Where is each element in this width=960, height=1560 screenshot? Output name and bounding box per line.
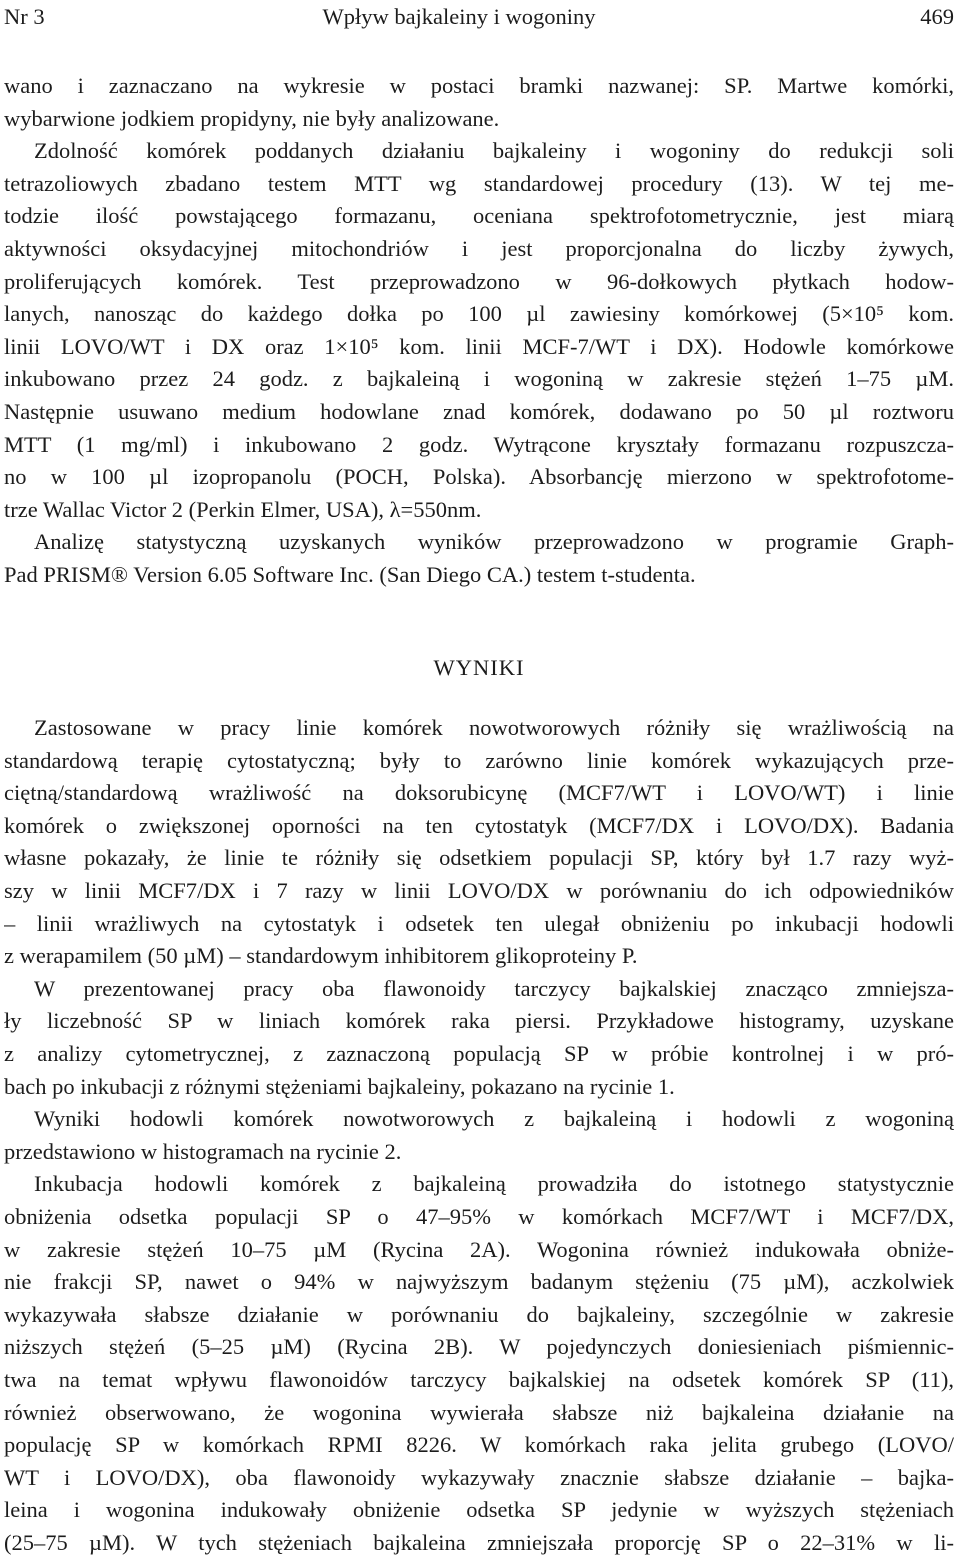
running-header [4,0,954,32]
text-line: Inkubacja hodowli komórek z bajkaleiną prowadziła do istotnego statystycznie [34,1171,954,1197]
text-line: Następnie usuwano medium hodowlane znad komórek, dodawano po 50 µl roztworu [4,398,954,424]
text-line: szy w linii MCF7/DX i 7 razy w linii LOVO/DX w porównaniu do ich odpowiedników [4,878,954,904]
methods-section [4,70,954,592]
text-line: obniżenia odsetka populacji SP o 47–95% w komórkach MCF7/WT i MCF7/DX, [4,1204,954,1229]
text-line: wano i zaznaczano na wykresie w postaci bramki nazwanej: SP. Martwe komórki, [4,73,954,98]
text-line: Pad PRISM® Version 6.05 Software Inc. (San Diego CA.) testem t-studenta. [4,561,696,587]
text-line: bach po inkubacji z różnymi stężeniami bajkaleiny, pokazano na rycinie 1. [4,1073,675,1099]
text-line: linii LOVO/WT i DX oraz 1×10⁵ kom. linii MCF-7/WT i DX). Hodowle komórkowe [4,333,954,359]
text-line: no w 100 µl izopropanolu (POCH, Polska). Absorbancję mierzono w spektrofotome- [4,464,954,490]
text-line: Wyniki hodowli komórek nowotworowych z bajkaleiną i hodowli z wogoniną [34,1106,954,1132]
page-number: 469 [920,4,954,29]
text-line: Analizę statystyczną uzyskanych wyników przeprowadzono w programie Graph- [34,529,954,555]
text-line: ciętną/standardową wrażliwość na doksorubicynę (MCF7/WT i LOVO/WT) i linie [4,780,954,806]
running-title: Wpływ bajkaleiny i wogoniny [322,4,596,29]
text-line: komórek o zwiększonej oporności na ten cytostatyk (MCF7/DX i LOVO/DX). Badania [4,812,954,838]
text-line: W prezentowanej pracy oba flawonoidy tarczycy bajkalskiej znacząco zmniejsza- [34,975,954,1001]
text-line: również obserwowano, że wogonina wywierała słabsze niż bajkaleina działanie na [4,1399,954,1425]
text-line: MTT (1 mg/ml) i inkubowano 2 godz. Wytrącone kryształy formazanu rozpuszcza- [4,431,954,457]
text-line: lanych, nanosząc do każdego dołka po 100 µl zawiesiny komórkowej (5×10⁵ kom. [4,301,954,327]
text-line: standardową terapię cytostatyczną; były to zarówno linie komórek wykazujących prze- [4,747,954,773]
text-line: przedstawiono w histogramach na rycinie 2. [4,1138,402,1164]
text-line: wykazywała słabsze działanie w porównaniu do bajkaleiny, szczególnie w zakresie [4,1301,954,1327]
text-line: populację SP w komórkach RPMI 8226. W komórkach raka jelita grubego (LOVO/ [4,1432,954,1458]
journal-issue: Nr 3 [4,4,45,29]
text-line: aktywności oksydacyjnej mitochondriów i jest proporcjonalna do liczby żywych, [4,235,954,261]
text-line: proliferujących komórek. Test przeprowadzono w 96-dołkowych płytkach hodow- [4,268,954,294]
text-line: leina i wogonina indukowały obniżenie odsetka SP jedynie w wyższych stężeniach [4,1497,954,1523]
text-line: tetrazoliowych zbadano testem MTT wg standardowej procedury (13). W tej me- [4,170,954,196]
text-line: trze Wallac Victor 2 (Perkin Elmer, USA), λ=550nm. [4,496,482,522]
text-line: – linii wrażliwych na cytostatyk i odsetek ten ulegał obniżeniu po inkubacji hodowli [4,910,954,936]
text-line: Zastosowane w pracy linie komórek nowotworowych różniły się wrażliwością na [34,715,954,741]
text-line: ły liczebność SP w liniach komórek raka piersi. Przykładowe histogramy, uzyskane [4,1008,954,1034]
text-line: Zdolność komórek poddanych działaniu bajkaleiny i wogoniny do redukcji soli [34,138,954,164]
text-line: nie frakcji SP, nawet o 94% w najwyższym badanym stężeniu (75 µM), aczkolwiek [4,1269,954,1295]
text-line: wybarwione jodkiem propidyny, nie były analizowane. [4,105,500,131]
text-line: twa na temat wpływu flawonoidów tarczycy bajkalskiej na odsetek komórek SP (11), [4,1366,954,1392]
text-line: z analizy cytometrycznej, z zaznaczoną populacją SP w próbie kontrolnej i w pró- [4,1041,954,1067]
text-line: z werapamilem (50 µM) – standardowym inhibitorem glikoproteiny P. [4,943,638,969]
text-line: niższych stężeń (5–25 µM) (Rycina 2B). W pojedynczych doniesieniach piśmiennic- [4,1334,954,1360]
results-section [4,712,954,1559]
text-line: inkubowano przez 24 godz. z bajkaleiną i wogoniną w zakresie stężeń 1–75 µM. [4,366,954,392]
section-heading: WYNIKI [433,654,525,680]
text-line: własne pokazały, że linie te różniły się odsetkiem populacji SP, który był 1.7 razy wyż- [4,845,954,871]
text-line: WT i LOVO/DX), oba flawonoidy wykazywały znacznie słabsze działanie – bajka- [4,1464,954,1490]
text-line: todzie ilość powstającego formazanu, oceniana spektrofotometrycznie, jest miarą [4,203,954,229]
text-line: (25–75 µM). W tych stężeniach bajkaleina zmniejszała proporcję SP o 22–31% w li- [4,1529,954,1555]
text-line: w zakresie stężeń 10–75 µM (Rycina 2A). Wogonina również indukowała obniże- [4,1236,954,1262]
